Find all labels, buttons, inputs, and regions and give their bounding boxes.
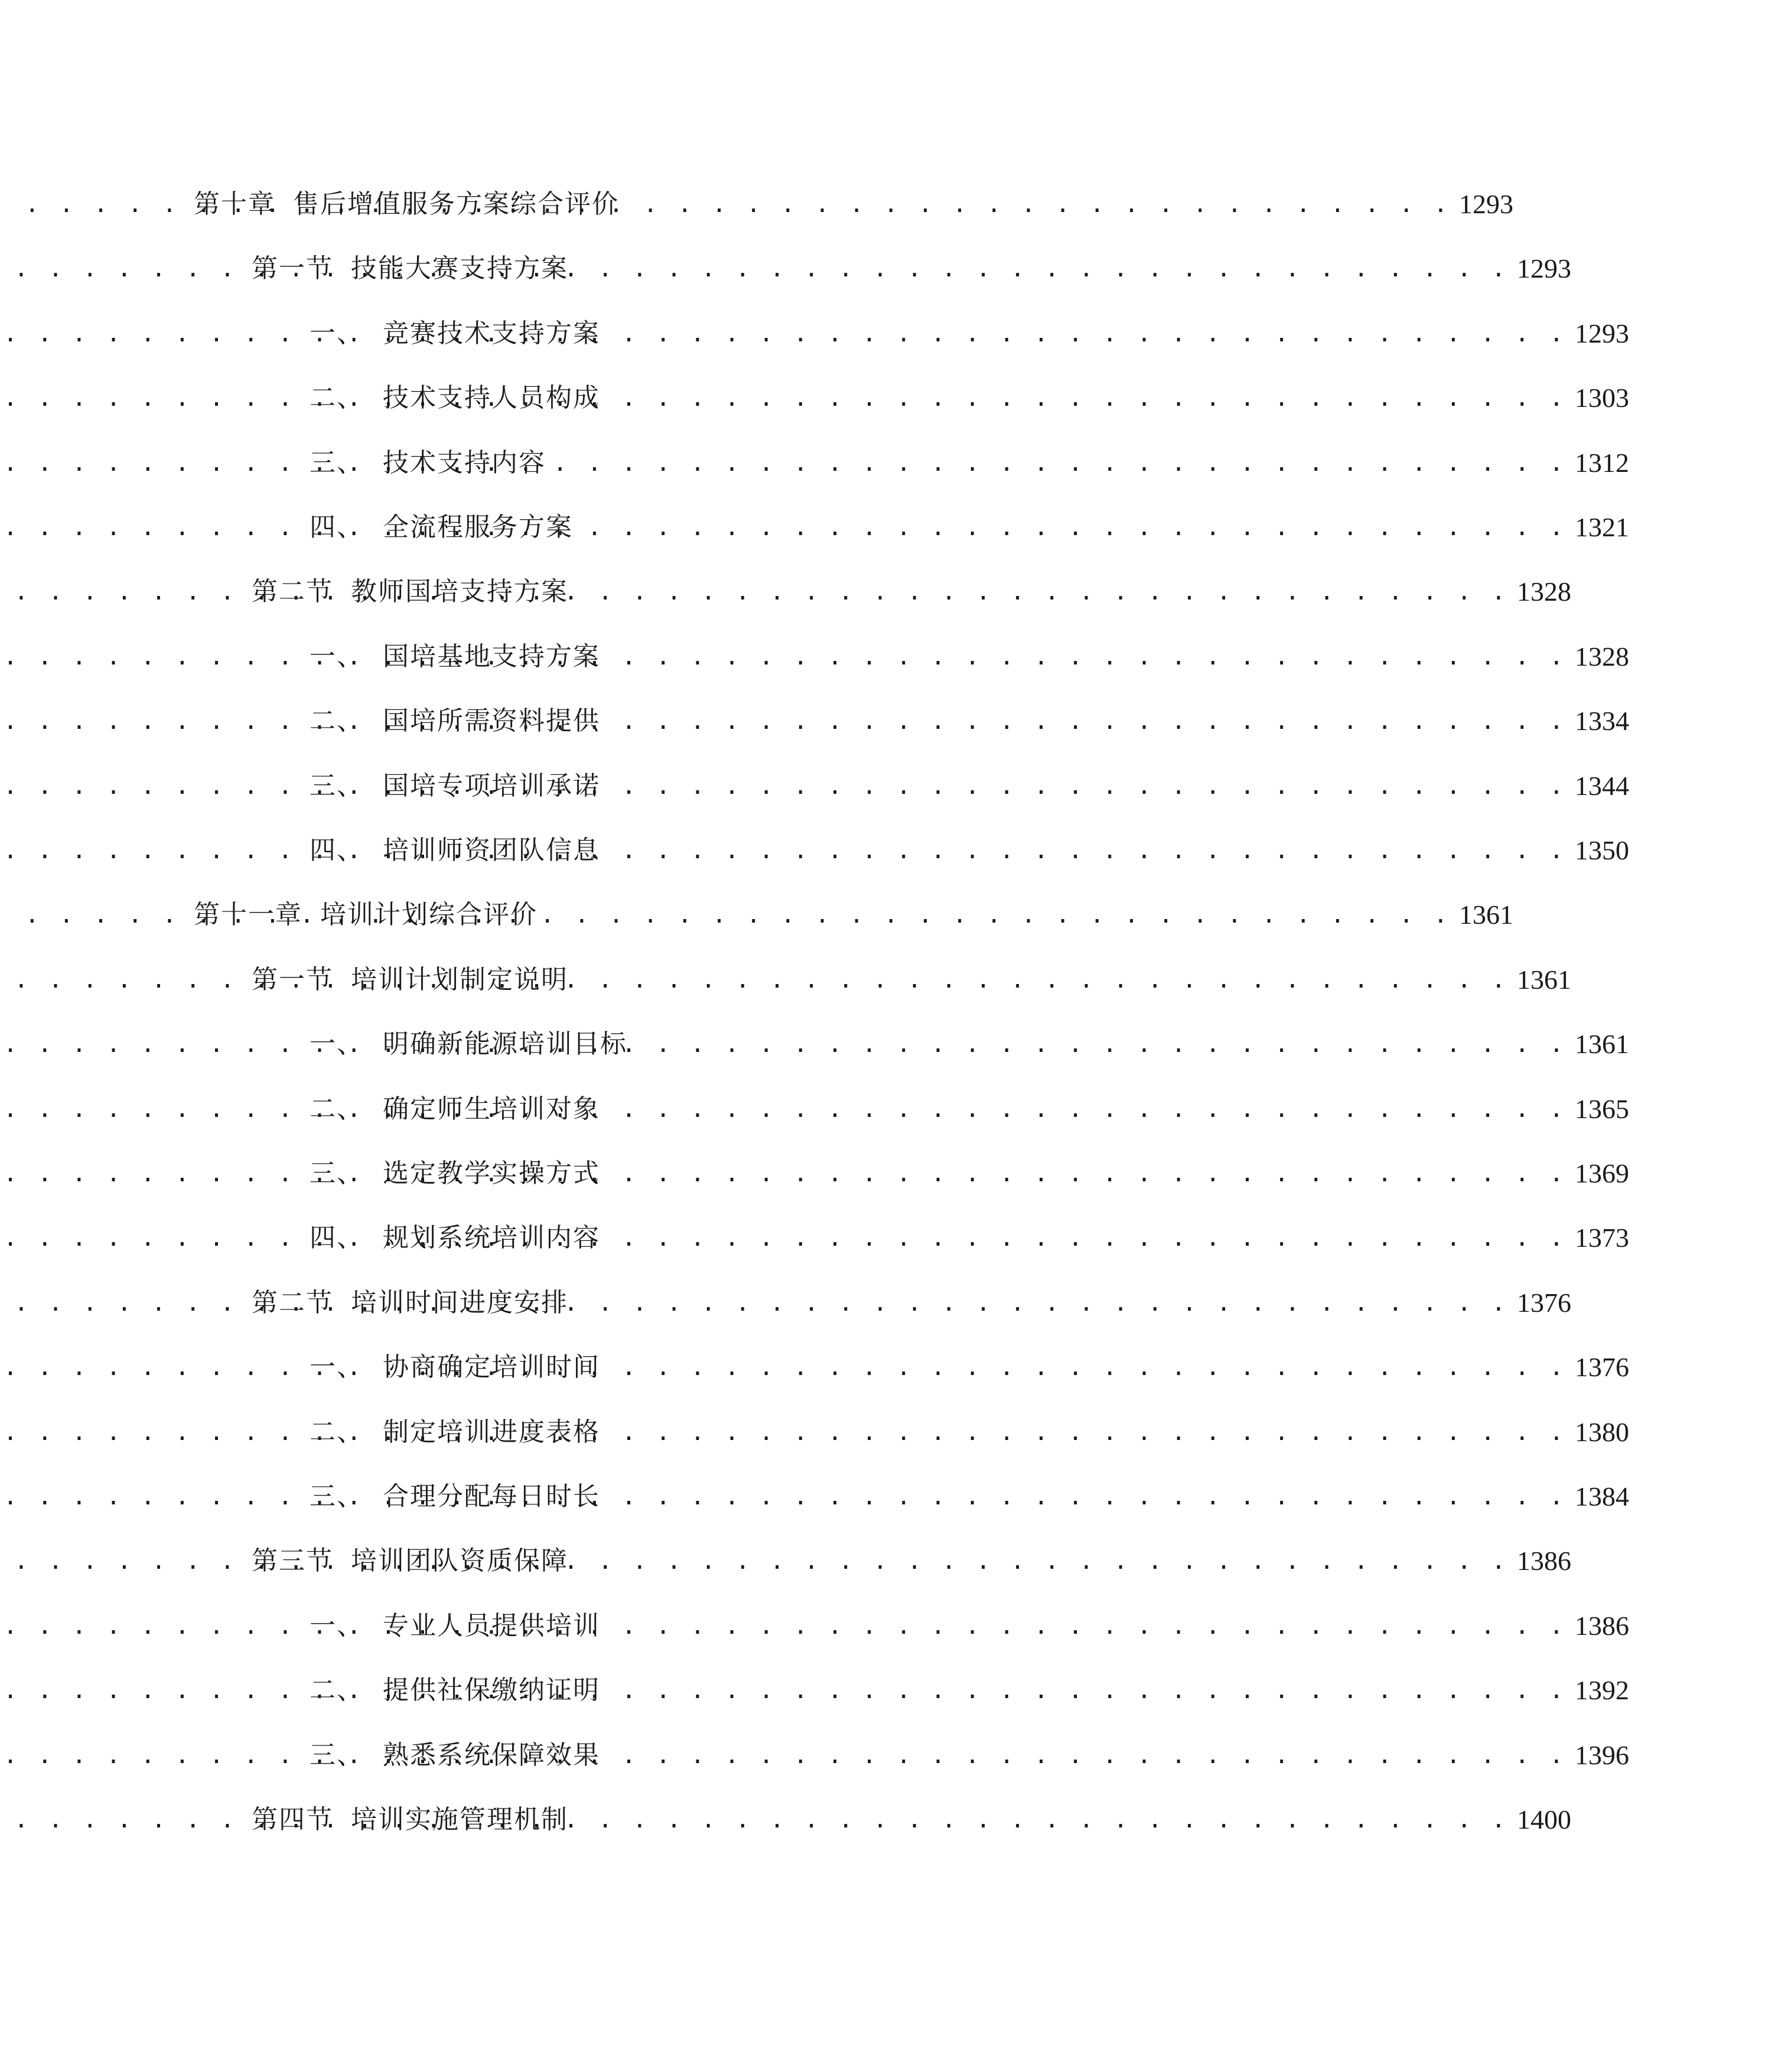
toc-entry[interactable] — [0, 1782, 1717, 1835]
toc-entry-title: 制定培训进度表格 — [383, 1417, 600, 1447]
toc-entry[interactable] — [0, 554, 1717, 607]
toc-entry-title: 技术支持内容 — [383, 448, 546, 478]
toc-entry-number: 第三节 — [252, 1546, 333, 1576]
dot-leader — [575, 1804, 1509, 1835]
toc-entry[interactable] — [0, 877, 1659, 930]
dot-leader — [607, 1675, 1566, 1706]
toc-entry-page: 1386 — [1575, 1611, 1629, 1641]
toc-entry-title: 专业人员提供培训 — [383, 1611, 600, 1641]
toc-entry-page: 1384 — [1575, 1481, 1629, 1511]
toc-entry-number: 一、 — [310, 641, 364, 672]
toc-entry-title: 明确新能源培训目标 — [383, 1029, 627, 1059]
toc-entry[interactable] — [0, 1330, 1775, 1383]
toc-entry-number: 三、 — [310, 1740, 364, 1770]
toc-entry-page: 1321 — [1575, 512, 1629, 542]
toc-entry-page: 1344 — [1575, 771, 1629, 801]
dot-leader — [634, 1029, 1566, 1060]
toc-entry-page: 1369 — [1575, 1158, 1629, 1188]
dot-leader — [575, 576, 1509, 607]
toc-entry-page: 1365 — [1575, 1094, 1629, 1124]
toc-entry[interactable] — [0, 942, 1717, 995]
dot-leader — [575, 1288, 1509, 1318]
toc-entry-page: 1303 — [1575, 383, 1629, 413]
toc-entry-number: 第二节 — [252, 576, 333, 607]
toc-entry-number: 二、 — [310, 706, 364, 736]
toc-entry-page: 1312 — [1575, 448, 1629, 478]
toc-entry[interactable] — [0, 425, 1775, 478]
toc-entry-page: 1293 — [1575, 318, 1629, 348]
toc-entry-number: 一、 — [310, 1611, 364, 1641]
toc-entry-number: 第二节 — [252, 1288, 333, 1318]
toc-entry-page: 1328 — [1517, 576, 1571, 607]
dot-leader — [607, 1223, 1566, 1253]
toc-entry[interactable] — [0, 1459, 1775, 1512]
toc-entry-number: 二、 — [310, 383, 364, 413]
dot-leader — [607, 318, 1566, 349]
toc-entry[interactable] — [0, 360, 1775, 413]
dot-leader — [607, 1481, 1566, 1512]
toc-entry-number: 第一节 — [252, 253, 333, 284]
dot-leader — [607, 1417, 1566, 1448]
toc-entry-title: 协商确定培训时间 — [383, 1352, 600, 1382]
toc-entry-title: 国培所需资料提供 — [383, 706, 600, 736]
toc-entry[interactable] — [0, 1265, 1717, 1318]
toc-entry-title: 培训计划综合评价 — [320, 900, 538, 930]
toc-entry[interactable] — [0, 1653, 1775, 1706]
toc-entry-page: 1400 — [1517, 1804, 1571, 1835]
toc-entry-page: 1293 — [1517, 253, 1571, 284]
toc-entry-page: 1392 — [1575, 1675, 1629, 1705]
toc-entry[interactable] — [0, 167, 1659, 220]
dot-leader — [607, 771, 1566, 802]
toc-entry-number: 三、 — [310, 771, 364, 801]
toc-entry[interactable] — [0, 1523, 1717, 1576]
toc-entry[interactable] — [0, 490, 1775, 543]
dot-leader — [607, 835, 1566, 866]
toc-entry-number: 第十一章 — [194, 900, 302, 930]
toc-entry[interactable] — [0, 1588, 1775, 1641]
toc-entry-title: 国培基地支持方案 — [383, 641, 600, 672]
toc-entry[interactable] — [0, 231, 1717, 284]
toc-entry-title: 教师国培支持方案 — [351, 576, 568, 607]
toc-entry-title: 全流程服务方案 — [383, 512, 573, 542]
toc-entry-page: 1293 — [1459, 189, 1513, 219]
dot-leader — [607, 383, 1566, 413]
toc-entry-number: 四、 — [310, 1223, 364, 1253]
dot-leader — [575, 1546, 1509, 1576]
toc-entry-page: 1350 — [1575, 835, 1629, 865]
toc-entry-number: 一、 — [310, 318, 364, 348]
dot-leader — [580, 512, 1566, 543]
toc-entry-page: 1373 — [1575, 1223, 1629, 1253]
toc-entry-title: 熟悉系统保障效果 — [383, 1740, 600, 1770]
toc-entry-title: 培训计划制定说明 — [351, 965, 568, 995]
dot-leader — [607, 1611, 1566, 1641]
toc-entry-title: 规划系统培训内容 — [383, 1223, 600, 1253]
toc-entry[interactable] — [0, 1395, 1775, 1448]
toc-entry[interactable] — [0, 1200, 1775, 1253]
toc-entry[interactable] — [0, 813, 1775, 866]
toc-entry-page: 1361 — [1575, 1029, 1629, 1059]
toc-entry-number: 二、 — [310, 1094, 364, 1124]
dot-leader — [607, 641, 1566, 672]
toc-entry-page: 1396 — [1575, 1740, 1629, 1770]
dot-leader — [626, 189, 1451, 220]
toc-entry-title: 售后增值服务方案综合评价 — [293, 189, 619, 219]
toc-entry-number: 一、 — [310, 1352, 364, 1382]
toc-entry-number: 第四节 — [252, 1804, 333, 1835]
toc-entry[interactable] — [0, 1006, 1775, 1060]
toc-entry-title: 培训团队资质保障 — [351, 1546, 568, 1576]
toc-entry-title: 培训师资团队信息 — [383, 835, 600, 865]
toc-entry-number: 三、 — [310, 1481, 364, 1511]
dot-leader — [607, 1094, 1566, 1125]
toc-entry-title: 培训时间进度安排 — [351, 1288, 568, 1318]
toc-entry-page: 1376 — [1575, 1352, 1629, 1382]
toc-entry-title: 竞赛技术支持方案 — [383, 318, 600, 348]
toc-entry[interactable] — [0, 296, 1775, 349]
toc-entry-page: 1361 — [1517, 965, 1571, 995]
toc-entry-page: 1361 — [1459, 900, 1513, 930]
toc-entry-number: 二、 — [310, 1675, 364, 1705]
dot-leader — [575, 253, 1509, 284]
toc-entry-number: 第一节 — [252, 965, 333, 995]
dot-leader — [607, 1352, 1566, 1383]
toc-entry-title: 技能大赛支持方案 — [351, 253, 568, 284]
toc-entry-title: 确定师生培训对象 — [383, 1094, 600, 1124]
toc-entry-title: 合理分配每日时长 — [383, 1481, 600, 1511]
dot-leader — [545, 900, 1451, 930]
toc-entry-page: 1380 — [1575, 1417, 1629, 1447]
toc-entry-number: 二、 — [310, 1417, 364, 1447]
toc-entry-title: 国培专项培训承诺 — [383, 771, 600, 801]
toc-entry-page: 1386 — [1517, 1546, 1571, 1576]
toc-entry[interactable] — [0, 1136, 1775, 1189]
toc-entry[interactable] — [0, 683, 1775, 737]
dot-leader — [553, 448, 1566, 478]
toc-entry-number: 第十章 — [194, 189, 275, 219]
toc-entry[interactable] — [0, 748, 1775, 802]
toc-entry[interactable] — [0, 1718, 1775, 1771]
toc-entry-number: 四、 — [310, 835, 364, 865]
toc-entry-number: 四、 — [310, 512, 364, 542]
toc-entry-page: 1334 — [1575, 706, 1629, 736]
toc-entry-title: 技术支持人员构成 — [383, 383, 600, 413]
toc-entry-number: 一、 — [310, 1029, 364, 1059]
toc-entry-title: 提供社保缴纳证明 — [383, 1675, 600, 1705]
toc-entry-number: 三、 — [310, 448, 364, 478]
toc-entry-page: 1376 — [1517, 1288, 1571, 1318]
toc-entry-title: 培训实施管理机制 — [351, 1804, 568, 1835]
toc-entry[interactable] — [0, 1071, 1775, 1125]
dot-leader — [575, 965, 1509, 995]
toc-entry-page: 1328 — [1575, 641, 1629, 672]
dot-leader — [607, 1158, 1566, 1189]
dot-leader — [607, 706, 1566, 737]
dot-leader — [607, 1740, 1566, 1771]
toc-entry-title: 选定教学实操方式 — [383, 1158, 600, 1188]
toc-entry[interactable] — [0, 619, 1775, 672]
toc-entry-number: 三、 — [310, 1158, 364, 1188]
